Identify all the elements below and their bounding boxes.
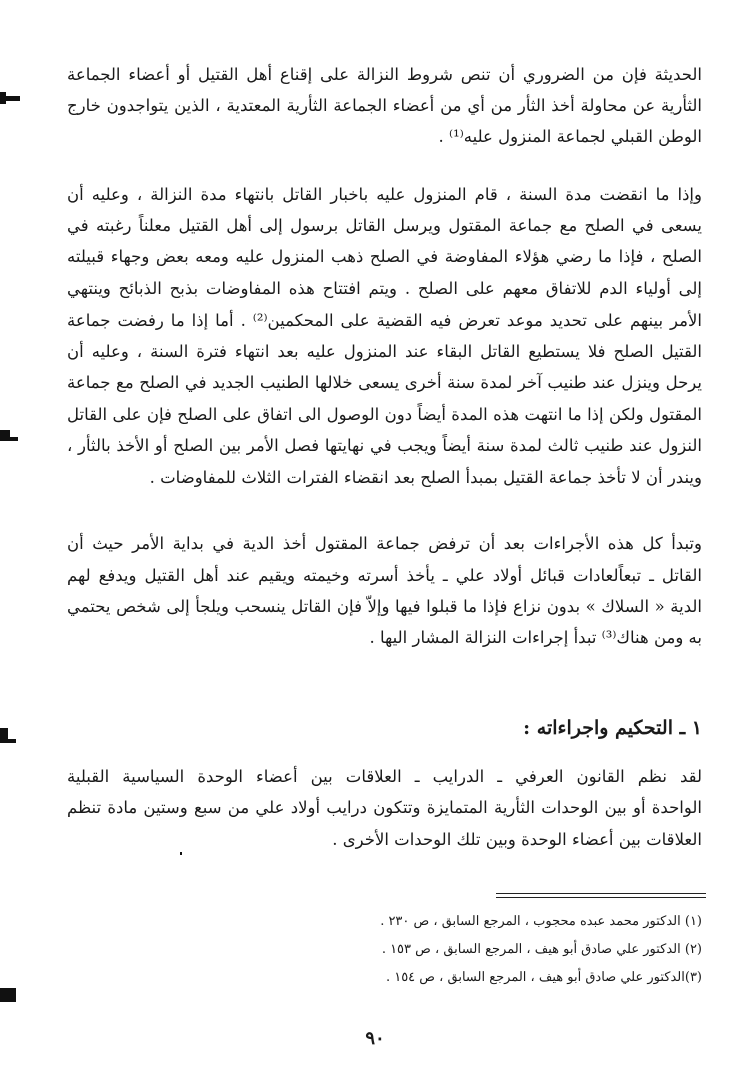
scan-mark bbox=[0, 739, 16, 743]
text-line: الأمر بينهم على تحديد موعد تعرض فيه القضية على المحكمين⁽²⁾ . أما إذا ما رفضت جماعة bbox=[67, 311, 702, 330]
footnote: (٣)الدكتور علي صادق أبو هيف ، المرجع السابق ، ص ١٥٤ . bbox=[385, 970, 702, 985]
text-line: العلاقات بين أعضاء الوحدة وبين تلك الوحدات الأخرى . bbox=[332, 830, 702, 849]
text-line: القاتل ـ تبعاًلعادات قبائل أولاد علي ـ يأخذ أسرته وخيمته ويقيم عند أهل القتيل ويدفع لهم bbox=[67, 566, 702, 585]
scan-mark bbox=[0, 437, 18, 441]
text-line: الوطن القبلي لجماعة المنزول عليه⁽¹⁾ . bbox=[438, 127, 702, 146]
text-line: به ومن هناك⁽³⁾ تبدأ إجراءات النزالة المشار اليها . bbox=[369, 628, 702, 647]
text-line: يسعى في الصلح مع جماعة المقتول ويرسل القاتل برسول إلى أهل القتيل معلناً رغبته في bbox=[67, 216, 702, 235]
scan-mark bbox=[0, 92, 6, 104]
text-line: الواحدة أو بين الوحدات الثأرية المتمايزة وتتكون درايب أولاد علي من سبع وستين مادة تنظم bbox=[67, 798, 702, 817]
text-line: القتيل الصلح فلا يستطيع القاتل البقاء عند المنزول عليه بعد انتهاء فترة السنة ، وعليه أن bbox=[67, 342, 702, 361]
text-line: يرحل وينزل عند طنيب آخر لمدة سنة أخرى يسعى خلالها الطنيب الجديد في الصلح مع جماعة bbox=[67, 373, 702, 392]
section-heading: ١ ـ التحكيم واجراءاته : bbox=[523, 717, 702, 739]
scan-speck bbox=[180, 852, 182, 855]
page-number: ٩٠ bbox=[365, 1028, 385, 1049]
text-line: لقد نظم القانون العرفي ـ الدرايب ـ العلاقات بين أعضاء الوحدة السياسية القبلية bbox=[67, 767, 702, 786]
text-line: الحديثة فإن من الضروري أن تنص شروط النزالة على إقناع أهل القتيل أو أعضاء الجماعة bbox=[67, 65, 702, 84]
text-line: النزول عند طنيب ثالث لمدة سنة أيضاً ويجب في نهايتها فصل الأمر بين الصلح أو الأخذ بالثأر ، bbox=[67, 436, 702, 455]
text-line: الدية « السلاك » بدون نزاع فإذا ما قبلوا فيها وإلاّ فإن القاتل ينسحب ويلجأ إلى شخص يحتمي bbox=[67, 597, 702, 616]
text-line: الصلح ، فإذا ما رضي هؤلاء المفاوضة في الصلح ذهب المنزول عليه ومعه بعض وجهاء قبيلته bbox=[67, 247, 702, 266]
footnote: (٢) الدكتور علي صادق أبو هيف ، المرجع السابق ، ص ١٥٣ . bbox=[381, 942, 702, 957]
text-line: المقتول ولكن إذا ما انتهت هذه المدة أيضاً دون الوصول الى اتفاق على الصلح فإن على القاتل bbox=[67, 405, 702, 424]
text-line: إلى أولياء الدم للاتفاق معهم على الصلح . ويتم افتتاح هذه المفاوضات بذبح الذبائح وينتهي bbox=[67, 279, 702, 298]
text-line: ويندر أن لا تأخذ جماعة القتيل بمبدأ الصلح بعد انقضاء الفترات الثلاث للمفاوضات . bbox=[149, 468, 702, 487]
text-line: وإذا ما انقضت مدة السنة ، قام المنزول عليه باخبار القاتل بانتهاء مدة النزالة ، وعليه أن bbox=[67, 185, 702, 204]
text-line: وتبدأ كل هذه الأجراءات بعد أن ترفض جماعة المقتول أخذ الدية في بداية الأمر حيث أن bbox=[67, 534, 702, 553]
footnote: (١) الدكتور محمد عبده محجوب ، المرجع السابق ، ص ٢٣٠ . bbox=[380, 914, 702, 929]
text-line: الثأرية عن محاولة أخذ الثأر من أي من أعضاء الجماعة الثأرية المعتدية ، الذين يتواجدون خارج bbox=[67, 96, 702, 115]
scan-mark bbox=[0, 988, 16, 1002]
